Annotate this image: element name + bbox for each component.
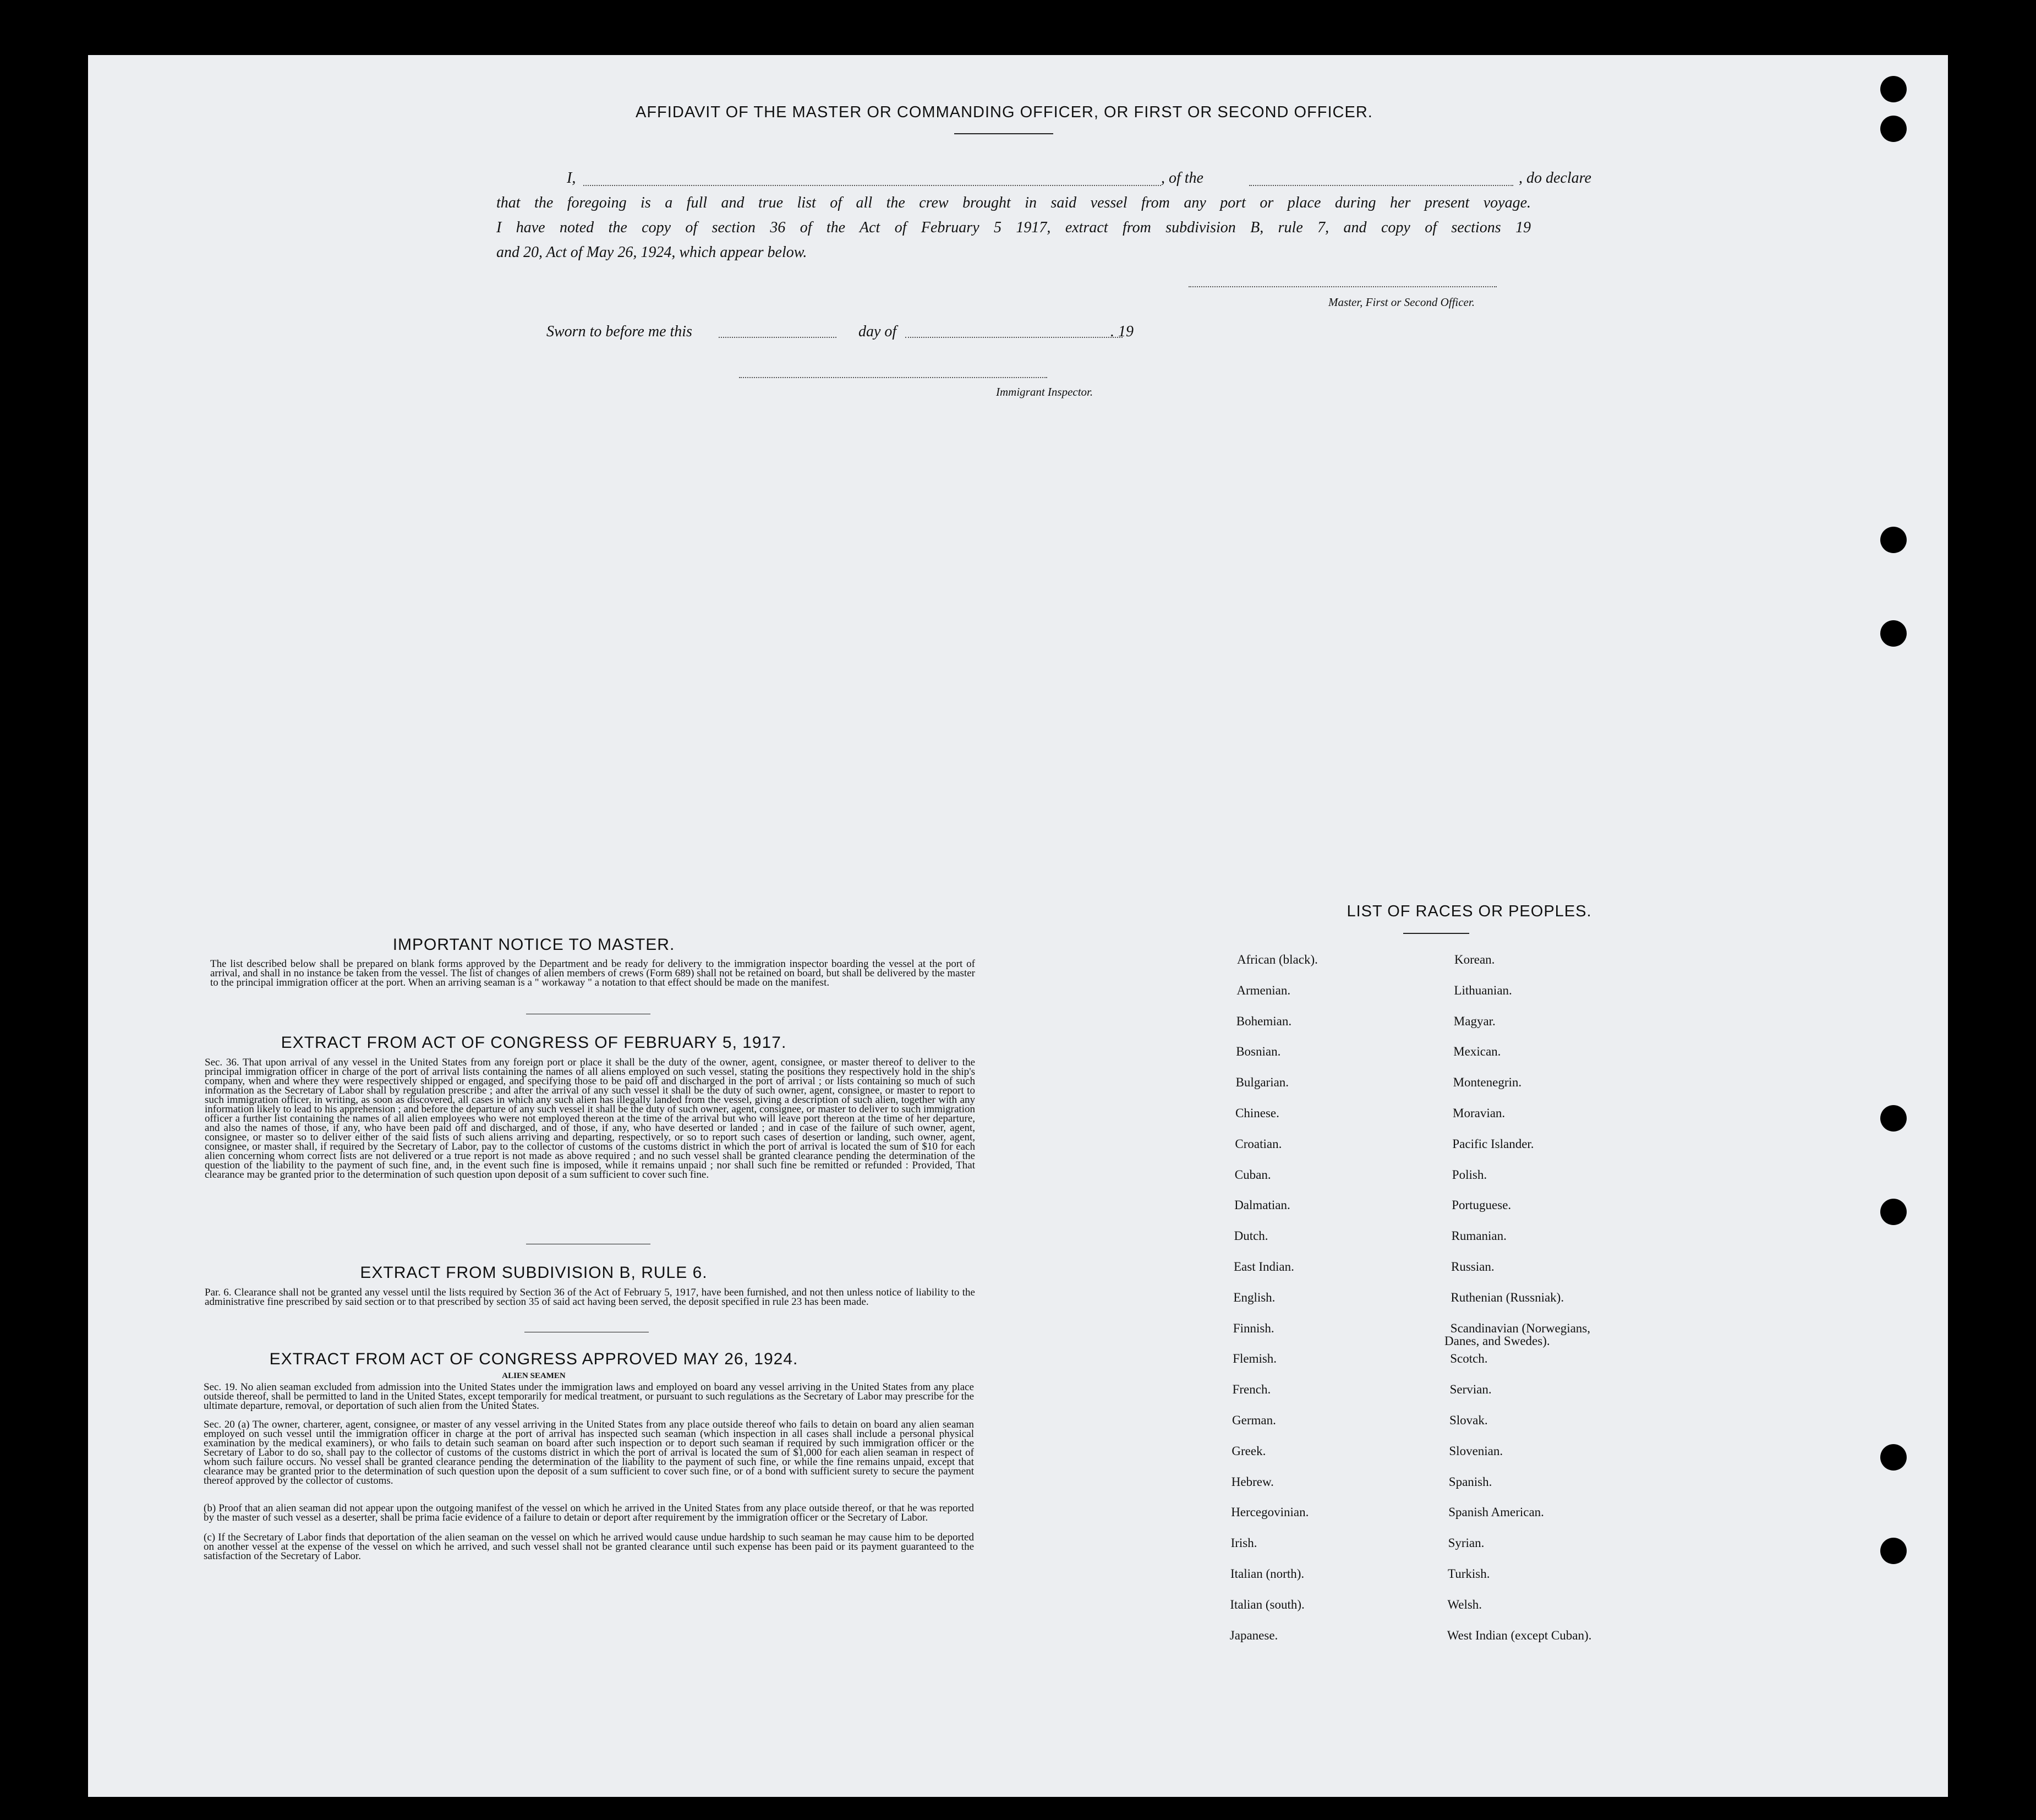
race-item: Italian (north). bbox=[1230, 1567, 1305, 1581]
punch-hole bbox=[1880, 1444, 1907, 1471]
race-item: Welsh. bbox=[1447, 1597, 1482, 1611]
punch-hole bbox=[1880, 1199, 1907, 1225]
master-signature-label: Master, First or Second Officer. bbox=[1328, 296, 1475, 309]
race-item: Polish. bbox=[1452, 1167, 1487, 1182]
affidavit-title: AFFIDAVIT OF THE MASTER OR COMMANDING OFFICER, OR FIRST OR SECOND OFFICER. bbox=[636, 103, 1373, 121]
vessel-blank[interactable] bbox=[1249, 185, 1513, 186]
race-item: Croatian. bbox=[1235, 1136, 1282, 1151]
notice-text: The list described below shall be prepared on blank forms approved by the Department and be ready for delivery to the immigration inspector boarding the vessel at the port of arrival, and shall in no instance be taken from the vessel. The list of changes of alien members of crews (Form 689) shall not be retained on board, but shall be delivered by the master to the principal immigration officer at the port. When an arriving seaman is a " workaway " a notation to that effect should be made on the manifest. bbox=[210, 958, 975, 988]
race-item: Italian (south). bbox=[1230, 1597, 1305, 1611]
declaration-of-the: , of the bbox=[1161, 170, 1203, 187]
race-item: Hercegovinian. bbox=[1231, 1505, 1309, 1520]
title-underline bbox=[954, 133, 1053, 134]
sworn-year: . 19 bbox=[1110, 323, 1134, 340]
declaration-line-4: and 20, Act of May 26, 1924, which appear below. bbox=[496, 244, 807, 261]
sec-20a-text: Sec. 20 (a) The owner, charterer, agent, consignee, or master of any vessel arriving in the United States from any place outside thereof who fails to detain on board any alien seaman employed on such vessel until the immigration officer in charge at the port of arrival has inspected such seaman (which inspection in all cases shall include a personal physical examination by the medical examiners), or who fails to detain such seaman on board after such inspection or to deport such seaman if required by such immigration officer or the Secretary of Labor to do so, shall pay to the collector of customs of the customs district in which the port of arrival is located the sum of $1,000 for each alien seaman in respect of whom such failure occurs. No vessel shall be granted clearance pending the determination of the liability to the payment of such fine, or while the fine remains unpaid, except that clearance may be granted prior to the determination of such question upon the deposit of a sum sufficient to cover such fine, or of a bond with sufficient surety to secure the payment thereof approved by the collector of customs. bbox=[204, 1419, 974, 1486]
race-item: Scotch. bbox=[1450, 1352, 1488, 1366]
race-item: Bosnian. bbox=[1236, 1045, 1281, 1059]
name-blank[interactable] bbox=[583, 185, 1161, 186]
race-item: Syrian. bbox=[1448, 1536, 1485, 1550]
race-item: Bohemian. bbox=[1236, 1014, 1292, 1028]
race-item: Flemish. bbox=[1233, 1352, 1277, 1366]
race-item: Russian. bbox=[1451, 1260, 1495, 1274]
race-item: West Indian (except Cuban). bbox=[1447, 1628, 1592, 1642]
race-item: Slovak. bbox=[1449, 1413, 1488, 1427]
sworn-prefix: Sworn to before me this bbox=[546, 323, 692, 340]
race-item: Moravian. bbox=[1453, 1106, 1506, 1120]
extract-1917-text: Sec. 36. That upon arrival of any vessel in the United States from any foreign port or place it shall be the duty of the owner, agent, consignee, or master thereof to deliver to the principal immigration officer in charge of the port of arrival lists containing the names of all aliens employed on such vessel, stating the positions they respectively hold in the ship's company, when and where they were respectively shipped or engaged, and specifying those to be paid off and discharged in the port of arrival ; or lists containing so much of such information as the Secretary of Labor shall by regulation prescribe ; and after the arrival of any such vessel it shall be the duty of such owner, agent, consignee, or master to report to such immigration officer, in writing, as soon as discovered, all cases in which any such alien has illegally landed from the vessel, giving a description of such alien, together with any information likely to lead to his apprehension ; and before the departure of any such vessel it shall be the duty of such owner, agent, consignee, or master to deliver to such immigration officer a further list containing the names of all alien employees who were not employed thereon at the time of the arrival but who will leave port thereon at the time of her departure, and also the names of those, if any, who have been paid off and discharged, and of those, if any, who have deserted or landed ; and in case of the failure of such owner, agent, consignee, or master so to deliver either of the said lists of such aliens arriving and departing, respectively, or so to report such cases of desertion or landing, such owner, agent, consignee, or master shall, if required by the Secretary of Labor, pay to the collector of customs of the customs district in which the port of arrival is located the sum of $10 for each alien concerning whom correct lists are not delivered or a true report is not made as above required ; and no such vessel shall be granted clearance pending the determination of the question of the liability to the payment of such fine, and, in the event such fine is imposed, while it remains unpaid ; nor shall such fine be remitted or refunded : Provided, That clearance may be granted prior to the determination of such question upon deposit of a sum sufficient to cover such fine. bbox=[205, 1057, 975, 1180]
race-item: Chinese. bbox=[1235, 1106, 1279, 1120]
race-item: Pacific Islander. bbox=[1452, 1136, 1534, 1151]
race-item: Slovenian. bbox=[1449, 1444, 1503, 1458]
race-item: Magyar. bbox=[1453, 1014, 1496, 1028]
race-item: Turkish. bbox=[1448, 1567, 1490, 1581]
sec-20b-text: (b) Proof that an alien seaman did not appear upon the outgoing manifest of the vessel on which he arrived in the United States from any place outside thereof, or that he was reported by the master of such vessel as a deserter, shall be prima facie evidence of a failure to detain or deport after requirement by the immigration officer or the Secretary of Labor. bbox=[204, 1502, 974, 1523]
race-item: Servian. bbox=[1449, 1382, 1492, 1397]
declaration-line-3: I have noted the copy of section 36 of the Act of February 5 1917, extract from subdivision B, rule 7, and copy of sections 19 bbox=[496, 219, 1531, 236]
inspector-signature-line[interactable] bbox=[739, 377, 1047, 378]
race-item: Irish. bbox=[1230, 1536, 1257, 1550]
punch-hole bbox=[1880, 1538, 1907, 1564]
races-title-underline bbox=[1403, 933, 1469, 934]
declaration-i: I, bbox=[567, 170, 576, 187]
alien-seamen-subtitle: ALIEN SEAMEN bbox=[502, 1371, 566, 1380]
notice-title: IMPORTANT NOTICE TO MASTER. bbox=[392, 936, 675, 954]
declaration-line-2: that the foregoing is a full and true list of all the crew brought in said vessel from any port or place during her present voyage. bbox=[496, 194, 1531, 211]
races-title: LIST OF RACES OR PEOPLES. bbox=[1347, 903, 1592, 920]
form-page bbox=[88, 55, 1948, 1797]
punch-hole bbox=[1880, 527, 1907, 553]
race-item: African (black). bbox=[1237, 953, 1318, 966]
race-item: East Indian. bbox=[1234, 1260, 1294, 1274]
race-item: Ruthenian (Russniak). bbox=[1451, 1290, 1564, 1304]
race-item: English. bbox=[1233, 1290, 1276, 1304]
race-item: Dutch. bbox=[1234, 1229, 1268, 1243]
punch-hole bbox=[1880, 1105, 1907, 1132]
race-item: Bulgarian. bbox=[1235, 1075, 1289, 1090]
extract-rule6-title: EXTRACT FROM SUBDIVISION B, RULE 6. bbox=[360, 1264, 708, 1282]
master-signature-line[interactable] bbox=[1189, 286, 1497, 287]
race-item: Greek. bbox=[1232, 1444, 1266, 1458]
race-item: Rumanian. bbox=[1451, 1229, 1507, 1243]
race-item: Cuban. bbox=[1234, 1167, 1271, 1182]
inspector-label: Immigrant Inspector. bbox=[996, 385, 1093, 398]
race-item: Finnish. bbox=[1233, 1321, 1274, 1335]
race-right-continuation: Danes, and Swedes). bbox=[1444, 1334, 1550, 1348]
race-item: Armenian. bbox=[1236, 983, 1291, 997]
race-item: Dalmatian. bbox=[1234, 1198, 1290, 1212]
extract-rule6-text: Par. 6. Clearance shall not be granted any vessel until the lists required by Section 36 of the Act of February 5, 1917, have been furnished, and not then unless notice of liability to the administrative fine prescribed by said section or to that prescribed by section 35 of said act having been served, the deposit specified in rule 23 has been made. bbox=[205, 1287, 975, 1308]
race-item: Spanish. bbox=[1448, 1474, 1492, 1489]
race-item: Portuguese. bbox=[1452, 1198, 1512, 1212]
race-item: Korean. bbox=[1454, 953, 1495, 966]
extract-1924-title: EXTRACT FROM ACT OF CONGRESS APPROVED MAY 26, 1924. bbox=[269, 1350, 798, 1368]
extract-1917-title: EXTRACT FROM ACT OF CONGRESS OF FEBRUARY 5, 1917. bbox=[281, 1034, 787, 1052]
declaration-do-declare: , do declare bbox=[1519, 170, 1591, 187]
race-item: Hebrew. bbox=[1231, 1474, 1274, 1489]
sworn-day: day of bbox=[858, 323, 897, 340]
sec-19-text: Sec. 19. No alien seaman excluded from admission into the United States under the immigration laws and employed on board any vessel arriving in the United States from any place outside thereof, shall be permitted to land in the United States, except temporarily for medical treatment, or pursuant to such regulations as the Secretary of Labor may prescribe for the ultimate departure, removal, or deportation of such alien from the United States. bbox=[204, 1381, 974, 1412]
sec-20c-text: (c) If the Secretary of Labor finds that deportation of the alien seaman on the vessel on which he arrived would cause undue hardship to such seaman he may cause him to be deported on another vessel at the expense of the vessel on which he arrived, and such vessel shall not be granted clearance until such expense has been paid or its payment guaranteed to the satisfaction of the Secretary of Labor. bbox=[204, 1532, 974, 1562]
race-item: Montenegrin. bbox=[1453, 1075, 1522, 1090]
race-item: French. bbox=[1232, 1382, 1271, 1397]
race-item: Mexican. bbox=[1453, 1045, 1501, 1059]
race-item: Japanese. bbox=[1229, 1628, 1278, 1642]
punch-hole bbox=[1880, 116, 1907, 142]
punch-hole bbox=[1880, 76, 1907, 102]
race-item: Spanish American. bbox=[1448, 1505, 1544, 1520]
race-item: Scandinavian (Norwegians, bbox=[1450, 1321, 1590, 1335]
race-item: German. bbox=[1232, 1413, 1276, 1427]
sworn-day-blank[interactable] bbox=[719, 337, 836, 338]
sworn-month-blank[interactable] bbox=[905, 337, 1123, 338]
punch-hole bbox=[1880, 620, 1907, 647]
race-item: Lithuanian. bbox=[1454, 983, 1512, 997]
